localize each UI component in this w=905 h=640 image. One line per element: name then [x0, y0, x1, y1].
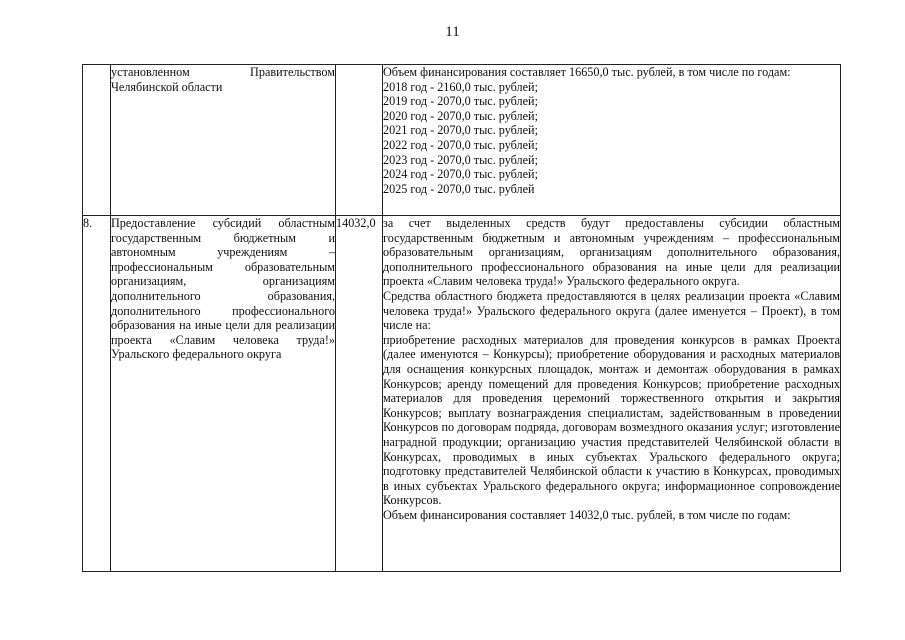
amount-cell [336, 65, 383, 216]
table-row [83, 216, 841, 572]
year-line: 2024 год - 2070,0 тыс. рублей; [383, 167, 538, 182]
year-line: 2018 год - 2160,0 тыс. рублей; [383, 79, 538, 94]
year-line: 2020 год - 2070,0 тыс. рублей; [383, 108, 538, 123]
program-table [82, 64, 841, 572]
description-cell [383, 216, 841, 572]
measure-name-cell: установленном Правительством Челябинской области [111, 65, 336, 216]
year-line: 2025 год - 2070,0 тыс. рублей [383, 181, 535, 196]
row-number-cell: 8. [83, 216, 111, 572]
year-line: 2019 год - 2070,0 тыс. рублей; [383, 94, 538, 109]
amount-cell: 14032,0 [336, 216, 383, 572]
year-line: 2023 год - 2070,0 тыс. рублей; [383, 152, 538, 167]
year-line: 2022 год - 2070,0 тыс. рублей; [383, 137, 538, 152]
description-paragraph: за счет выделенных средств будут предоставлены субсидии областным государственным бюджетным и автономным учреждениям – профессиональным образовательным организациям, организациям дополнительного образования, дополнительного профессионального образования на иные цели для реализации проекта «Славим человека труда!» Уральского федерального округа. [383, 216, 840, 289]
row-number-cell [83, 65, 111, 216]
page-number: 11 [445, 24, 460, 40]
measure-name-cell: Предоставление субсидий областным государственным бюджетным и автономным учреждениям – профессиональным образовательным организациям, организациям дополнительного образования, дополнительного профессионального образования на иные цели для реализации проекта «Славим человека труда!» Уральского федерального округа [111, 216, 336, 572]
description-cell [383, 65, 841, 216]
description-paragraph: Объем финансирования составляет 14032,0 тыс. рублей, в том числе по годам: [383, 507, 791, 522]
table-row [83, 65, 841, 216]
description-paragraph: Средства областного бюджета предоставляются в целях реализации проекта «Славим человека труда!» Уральского федерального округа (далее именуется – Проект), в том числе на: [383, 288, 840, 333]
description-paragraph: приобретение расходных материалов для проведения конкурсов в рамках Проекта (далее именуются – Конкурсы); приобретение оборудования и расходных материалов для оснащения конкурсных площадок, монтаж и демонтаж оборудования в рамках Конкурсов; аренду помещений для проведения Конкурсов; приобретение расходных материалов для проведения церемоний торжественного открытия и закрытия Конкурсов; выплату вознаграждения специалистам, задействованным в проведении Конкурсов по договорам подряда, договорам возмездного оказания услуг; изготовление наградной продукции; организацию участия представителей Челябинской области в Конкурсах, проводимых в иных субъектах Уральского федерального округа; подготовку представителей Челябинской области к участию в Конкурсах, проводимых в иных субъектах Уральского федерального округа; информационное сопровождение Конкурсов. [383, 332, 840, 508]
year-line: 2021 год - 2070,0 тыс. рублей; [383, 123, 538, 138]
financing-intro: Объем финансирования составляет 16650,0 тыс. рублей, в том числе по годам: [383, 65, 791, 79]
